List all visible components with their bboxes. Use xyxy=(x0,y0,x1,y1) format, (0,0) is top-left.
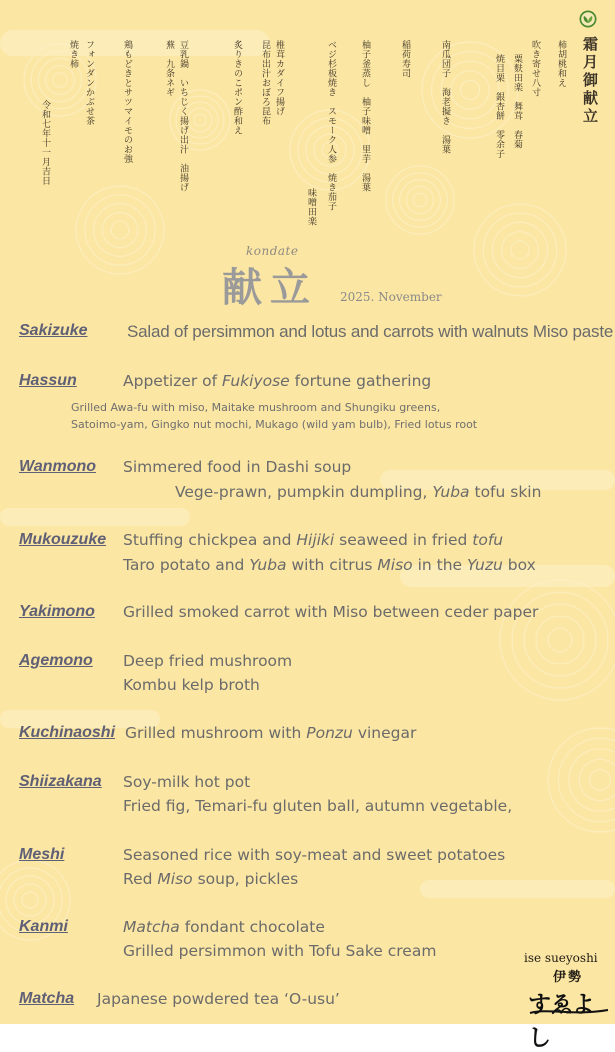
header-line: 柚子釜蒸し 柚子味噌 里芋 湯葉 xyxy=(360,40,370,192)
brand-logotype: すゑよし xyxy=(528,991,594,1051)
course-description: Satoimo-yam, Gingko nut mochi, Mukago (wild yam bulb), Fried lotus root xyxy=(71,418,478,431)
text-segment: in the xyxy=(412,556,467,574)
italic-term: Miso xyxy=(157,870,193,888)
header-line: フォンダンかぶせ茶 xyxy=(84,40,94,126)
wave-ring xyxy=(511,241,529,259)
wave-ring xyxy=(500,580,615,700)
course-name: Meshi xyxy=(19,846,65,863)
text-segment: Appetizer of xyxy=(123,372,223,390)
cloud-band xyxy=(0,508,190,526)
course-description xyxy=(123,531,503,549)
wave-ring xyxy=(102,212,137,247)
italic-term: Fukiyose xyxy=(222,372,290,390)
course-description: Soy-milk hot pot xyxy=(123,773,251,791)
wave-ring xyxy=(558,738,615,821)
course-description: Fried fig, Temari-fu gluten ball, autumn vegetable, xyxy=(123,797,513,815)
course-name: Agemono xyxy=(19,652,93,669)
wave-ring xyxy=(194,114,206,126)
header-line: 鶏もどきとサツマイモのお強 xyxy=(122,40,132,164)
brand-name-en: ise sueyoshi xyxy=(524,951,598,965)
header-line: 焼目栗 銀杏餅 零余子 xyxy=(494,54,504,159)
header-line: 稲荷寿司 xyxy=(400,40,410,78)
wave-ring xyxy=(85,195,155,265)
course-description: Kombu kelp broth xyxy=(123,676,260,694)
italic-term: Ponzu xyxy=(306,724,353,742)
header-line: 豆乳鍋 いちじく揚げ出汁 油揚げ xyxy=(178,40,188,192)
text-segment: vinegar xyxy=(352,724,417,742)
wave-ring xyxy=(474,204,566,296)
course-name: Mukouzuke xyxy=(19,531,107,548)
wave-ring xyxy=(460,80,479,99)
course-name: Wanmono xyxy=(19,458,97,475)
course-description xyxy=(123,372,431,390)
header-line: 南瓜団子 海老擬き 湯葉 xyxy=(440,40,450,154)
course-description xyxy=(123,870,298,888)
text-segment: fondant chocolate xyxy=(179,918,325,936)
wave-ring xyxy=(14,884,46,916)
course-name: Yakimono xyxy=(19,603,95,620)
text-segment: Grilled mushroom with xyxy=(125,724,307,742)
course-name: Sakizuke xyxy=(19,322,88,339)
course-name: Shiizakana xyxy=(19,773,102,790)
header-line: 柿胡桃和え xyxy=(556,40,566,88)
italic-term: Yuba xyxy=(249,556,287,574)
header-date: 令和七年十一月吉日 xyxy=(40,100,50,186)
brand-name-jp-small: 伊勢 xyxy=(553,970,584,985)
course-description: Grilled persimmon with Tofu Sake cream xyxy=(123,942,437,960)
wave-ring xyxy=(569,749,615,811)
header-line: 焼き柿 xyxy=(68,40,78,69)
text-segment: Vege-prawn, pumpkin dumpling, xyxy=(175,483,433,501)
text-segment: Stuffing chickpea and xyxy=(123,531,297,549)
wave-ring xyxy=(590,770,611,791)
text-segment: Taro potato and xyxy=(123,556,250,574)
course-description xyxy=(125,724,416,742)
wave-ring xyxy=(111,221,129,239)
wave-ring xyxy=(548,628,572,652)
wave-ring xyxy=(76,186,164,274)
header-line: 吹き寄せ八寸 xyxy=(530,40,540,97)
wave-ring xyxy=(22,892,38,908)
course-description: Grilled Awa-fu with miso, Maitake mushroom and Shungiku greens, xyxy=(71,401,441,414)
header-title: 霜月御献立 xyxy=(581,36,599,126)
wave-ring xyxy=(579,759,615,801)
header-line: 昆布出汁おぼろ昆布 xyxy=(260,40,270,126)
italic-term: Matcha xyxy=(123,918,180,936)
course-description: Seasoned rice with soy-meat and sweet potatoes xyxy=(123,846,506,864)
italic-term: tofu xyxy=(472,531,504,549)
text-segment: box xyxy=(502,556,536,574)
wave-ring xyxy=(46,66,75,95)
wave-ring xyxy=(94,204,147,257)
course-description: Salad of persimmon and lotus and carrots with walnuts Miso paste xyxy=(127,322,614,341)
wave-ring xyxy=(406,186,433,213)
course-description xyxy=(123,918,325,936)
wave-ring xyxy=(188,108,212,132)
header-line: 炙りきのこポン酢和え xyxy=(232,40,242,135)
kondate-title: 献立 xyxy=(222,264,318,311)
course-description xyxy=(175,483,541,501)
course-name: Kanmi xyxy=(19,918,68,935)
course-description xyxy=(123,556,536,574)
text-segment: fortune gathering xyxy=(289,372,432,390)
wave-ring xyxy=(6,876,54,924)
text-segment: soup, pickles xyxy=(192,870,299,888)
course-description: Japanese powdered tea ‘O-usu’ xyxy=(97,990,340,1008)
wave-ring xyxy=(483,213,557,287)
wave-ring xyxy=(451,71,489,109)
wave-ring xyxy=(413,193,427,207)
wave-ring xyxy=(393,173,447,227)
course-description: Grilled smoked carrot with Miso between ceder paper xyxy=(123,603,539,621)
cloud-band xyxy=(0,30,270,56)
wave-ring xyxy=(492,222,547,277)
italic-term: Hijiki xyxy=(296,531,335,549)
italic-term: Yuzu xyxy=(467,556,503,574)
brand-swash xyxy=(528,1004,610,1018)
wave-ring xyxy=(400,180,441,221)
text-segment: Red xyxy=(123,870,158,888)
wave-ring xyxy=(53,73,67,87)
italic-term: Miso xyxy=(377,556,413,574)
header-line: 蕪 九条ネギ xyxy=(164,40,174,97)
course-name: Matcha xyxy=(19,990,75,1007)
course-description: Deep fried mushroom xyxy=(123,652,293,670)
header-line: 粟麩田楽 舞茸 春菊 xyxy=(512,54,522,149)
wave-ring xyxy=(536,616,584,664)
course-name: Hassun xyxy=(19,372,77,389)
text-segment: tofu skin xyxy=(469,483,542,501)
course-name: Kuchinaoshi xyxy=(19,724,116,741)
kondate-label: kondate xyxy=(246,244,299,258)
header-line: ベジ杉板焼き スモーク人参 焼き茄子 xyxy=(326,40,336,211)
wave-ring xyxy=(502,232,539,269)
header-line: 味噌田楽 xyxy=(306,188,316,226)
course-description: Simmered food in Dashi soup xyxy=(123,458,352,476)
text-segment: with citrus xyxy=(286,556,378,574)
header-line: 椎茸カダイフ揚げ xyxy=(274,40,284,116)
text-segment: seaweed in fried xyxy=(334,531,473,549)
italic-term: Yuba xyxy=(432,483,470,501)
leaf-logo-icon xyxy=(579,10,597,28)
wave-ring xyxy=(386,166,454,234)
kondate-date: 2025. November xyxy=(340,290,442,304)
cloud-band xyxy=(420,880,615,898)
